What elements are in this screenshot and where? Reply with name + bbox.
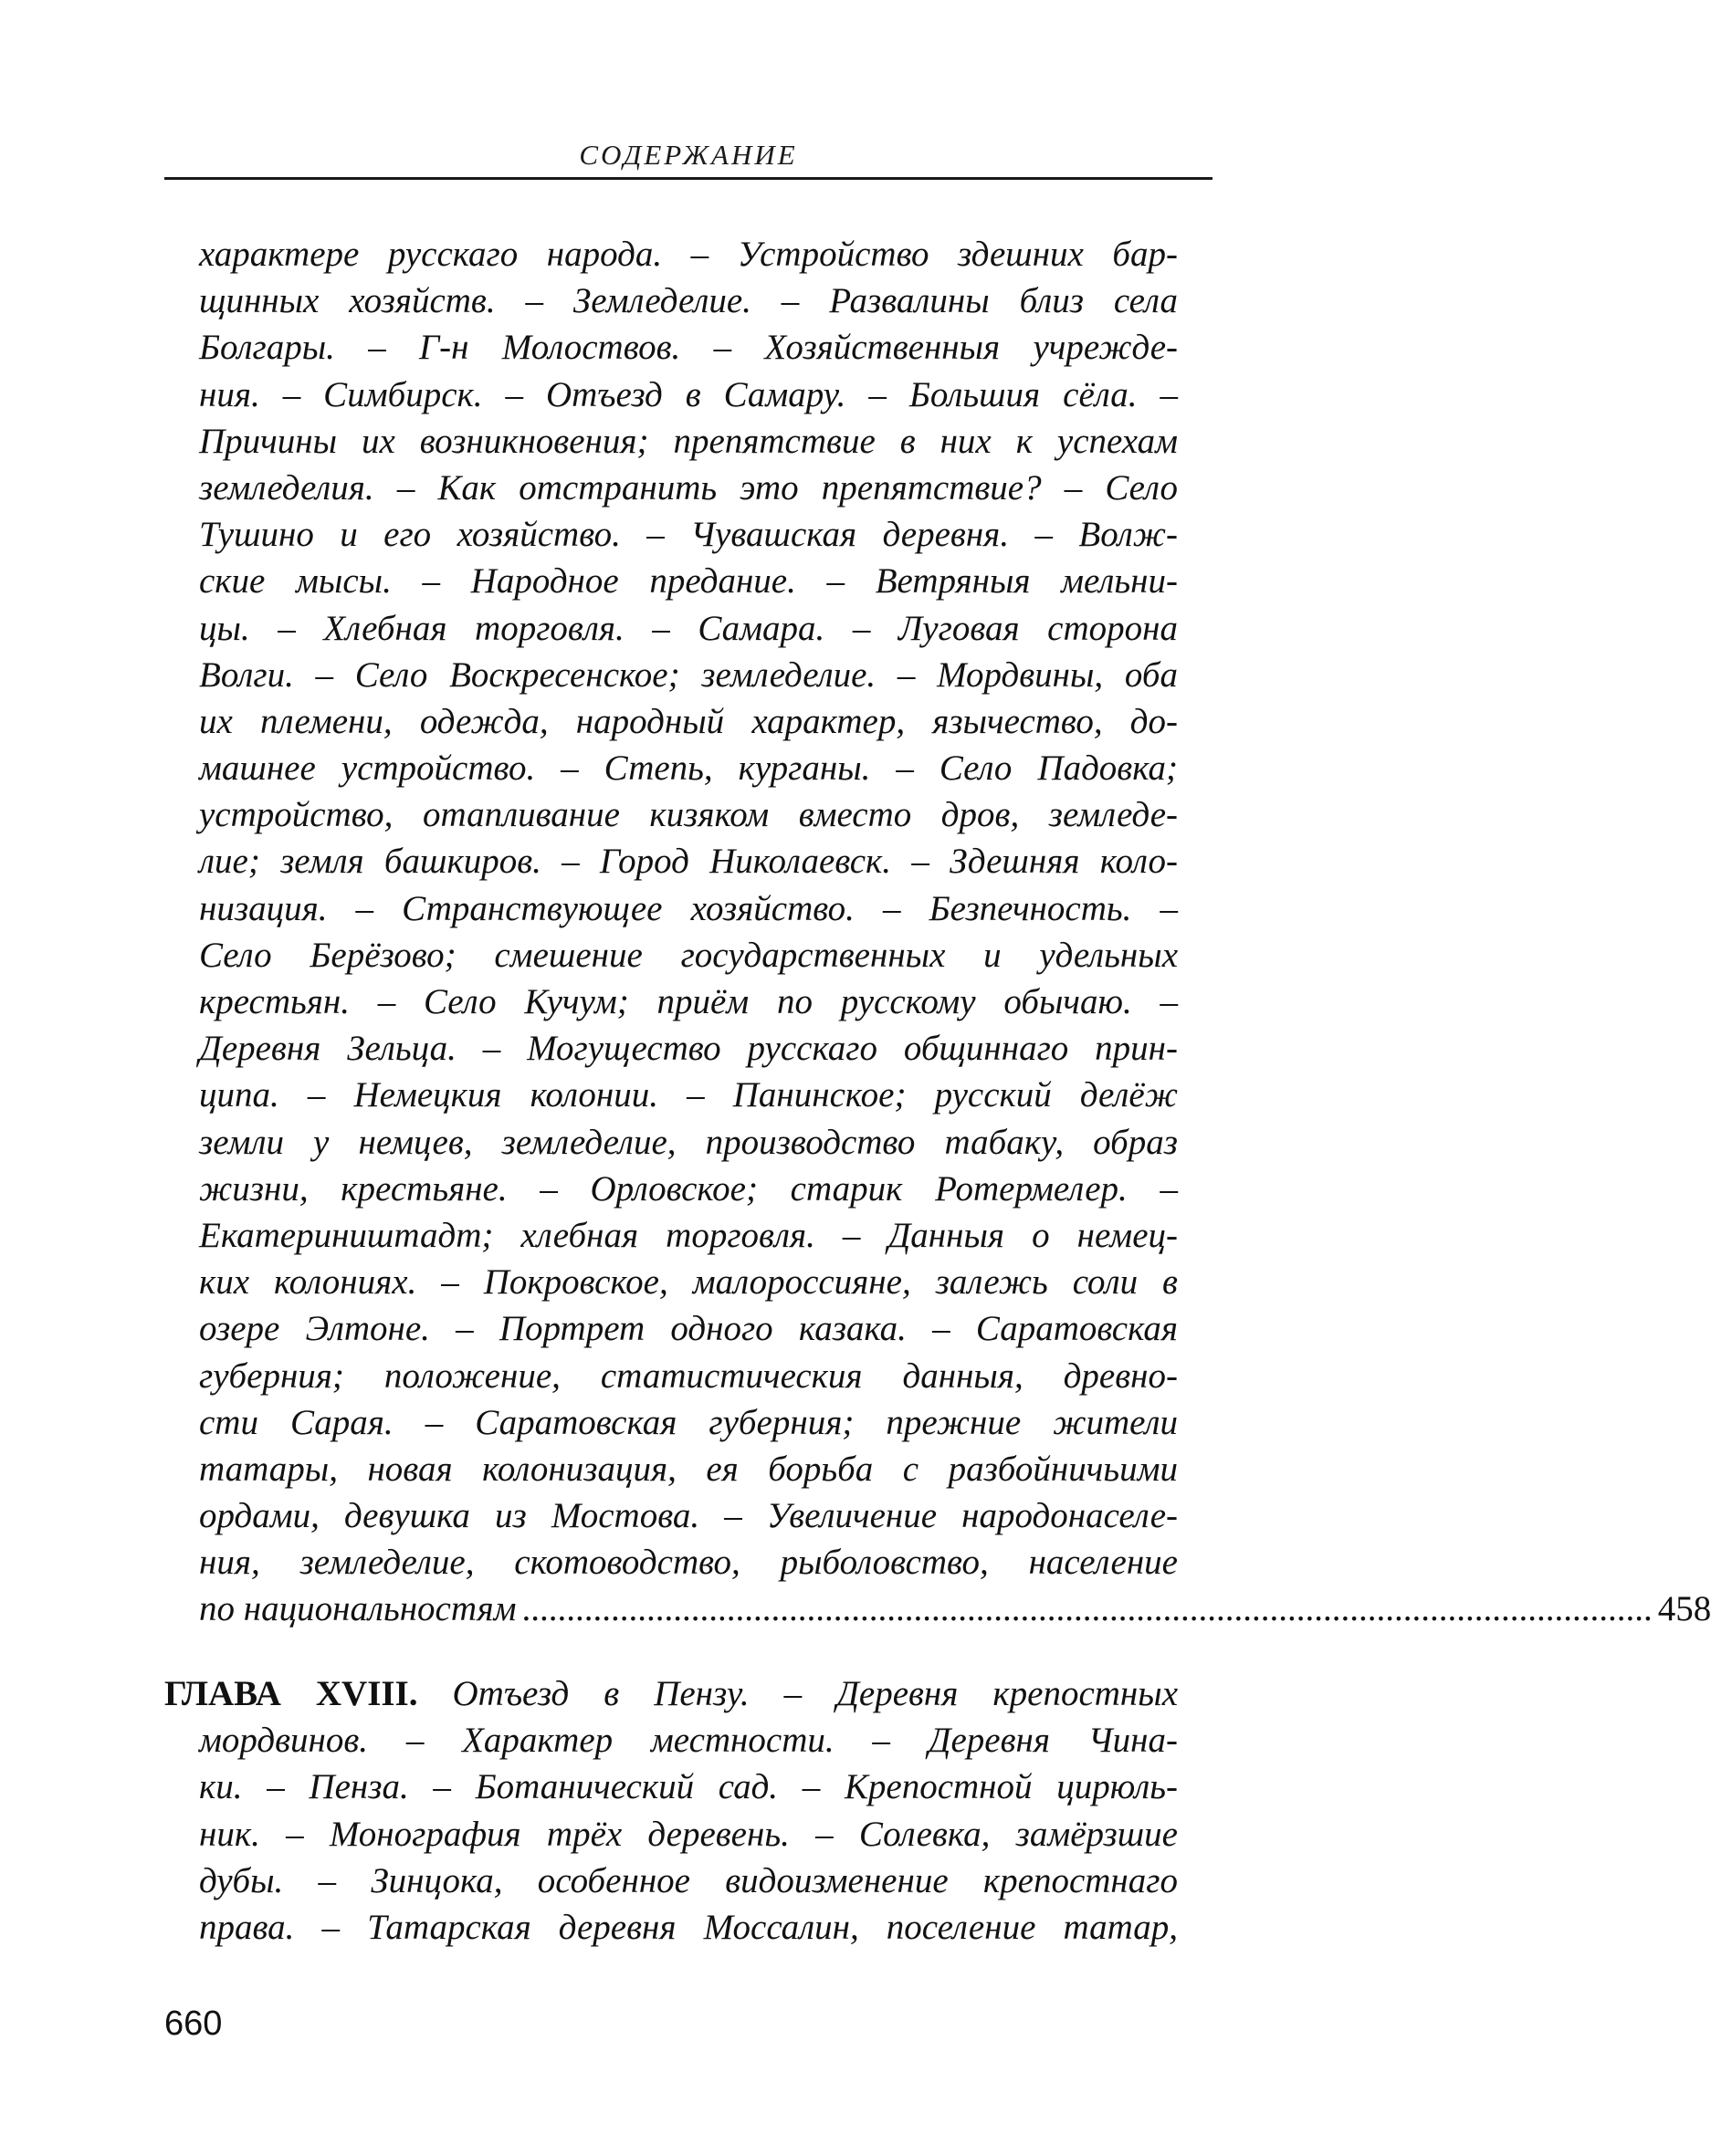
toc-line: лие; земля башкиров. – Город Николаевск. – Здешняя коло- [199,842,1178,882]
toc-line: ские мысы. – Народное предание. – Ветряныя мельни- [199,561,1178,602]
toc-line: щинных хозяйств. – Земледелие. – Развалины близ села [199,281,1178,321]
chapter-label: ГЛАВА XVIII. [164,1674,418,1713]
toc-line: ния. – Симбирск. – Отъезд в Самару. – Большия сёла. – [199,374,1178,414]
toc-line: Екатериништадт; хлебная торговля. – Данныя о немец- [199,1215,1178,1255]
toc-line: Село Берёзово; смешение государственных и удельных [199,935,1178,975]
toc-line: Причины их возникновения; препятствие в них к успехам [199,421,1178,461]
header-rule [164,177,1212,180]
toc-line: Волги. – Село Воскресенское; земледелие. – Мордвины, оба [199,654,1178,695]
toc-line: цы. – Хлебная торговля. – Самара. – Луговая сторона [199,608,1178,648]
toc-line: земледелия. – Как отстранить это препятствие? – Село [199,467,1178,508]
toc-line: Болгары. – Г-н Молоствов. – Хозяйственныя учрежде- [199,328,1178,368]
toc-line: губерния; положение, статистическия данныя, древно- [199,1355,1178,1396]
toc-line: ких колониях. – Покровское, малороссияне, залежь соли в [199,1262,1178,1303]
page-number: 660 [164,2004,223,2043]
toc-line: крестьян. – Село Кучум; приём по русскому обычаю. – [199,982,1178,1021]
toc-line: озере Элтоне. – Портрет одного казака. – Саратовская [199,1309,1178,1349]
toc-line: ки. – Пенза. – Ботанический сад. – Крепостной цирюль- [199,1767,1178,1807]
toc-line: земли у немцев, земледелие, производство табаку, образ [199,1122,1178,1162]
toc-page-number: 458 [1657,1589,1711,1629]
toc-line: права. – Татарская деревня Моссалин, поселение татар, [199,1907,1178,1947]
toc-line: устройство, отапливание кизяком вместо дров, земледе- [199,795,1178,835]
toc-line: татары, новая колонизация, ея борьба с разбойничьими [199,1449,1178,1489]
toc-line: низация. – Странствующее хозяйство. – Безпечность. – [199,888,1178,928]
toc-line: ния, земледелие, скотоводство, рыболовство, население [199,1543,1178,1583]
toc-line-with-page [164,1586,1711,1632]
toc-line-text: Отъезд в Пензу. – Деревня крепостных [452,1674,1179,1713]
toc-line: ордами, девушка из Мостова. – Увеличение народонаселе- [199,1496,1178,1536]
dot-leader: ............................................................................................................................... [521,1589,1653,1629]
toc-line: Тушино и его хозяйство. – Чувашская деревня. – Волж- [199,515,1178,555]
toc-line: характере русскаго народа. – Устройство здешних бар- [199,235,1178,274]
toc-line: машнее устройство. – Степь, курганы. – Село Падовка; [199,748,1178,789]
toc-chapter-heading-line [164,1670,1178,1717]
toc-line: мордвинов. – Характер местности. – Деревня Чина- [199,1721,1178,1761]
toc-line-text: по национальностям [199,1589,517,1629]
toc-entry-chapter-18 [164,1670,1212,1951]
toc-line: ник. – Монография трёх деревень. – Солевка, замёрзшие [199,1814,1178,1854]
running-head: СОДЕРЖАНИЕ [579,139,798,171]
toc-line: ципа. – Немецкия колонии. – Панинское; русский делёж [199,1075,1178,1115]
toc-line: жизни, крестьяне. – Орловское; старик Ротермелер. – [199,1168,1178,1209]
toc-line: Деревня Зельца. – Могущество русскаго общиннаго прин- [199,1029,1178,1069]
toc-line: сти Сарая. – Саратовская губерния; прежние жители [199,1402,1178,1442]
toc-entry-chapter-17-continued [164,231,1711,1633]
toc-line: их племени, одежда, народный характер, язычество, до- [199,701,1178,741]
toc-line: дубы. – Зинцока, особенное видоизменение крепостнаго [199,1860,1178,1900]
